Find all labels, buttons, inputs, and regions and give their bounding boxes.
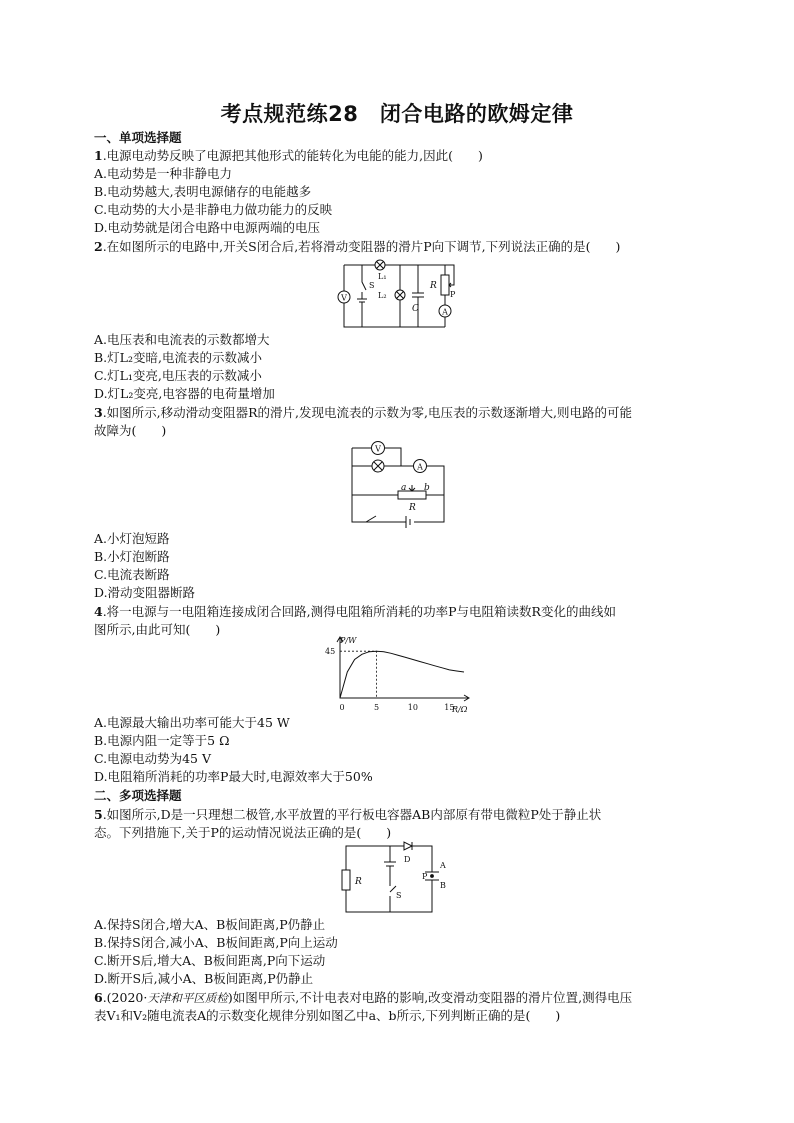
section-single-choice: 一、单项选择题 bbox=[94, 130, 182, 145]
question-4-stem-line1 bbox=[94, 603, 616, 620]
particle-label: P bbox=[422, 872, 428, 881]
q4-option-b: B.电源内阻一定等于5 Ω bbox=[94, 733, 230, 748]
q3-option-c: C.电流表断路 bbox=[94, 567, 170, 582]
q5-option-d: D.断开S后,减小A、B板间距离,P仍静止 bbox=[94, 971, 314, 986]
diode-icon bbox=[404, 842, 412, 850]
circuit-wire bbox=[344, 265, 445, 327]
question-text: .(2020· bbox=[102, 990, 148, 1005]
battery-switch-branch bbox=[384, 846, 396, 912]
question-3-stem-line2: 故障为( ) bbox=[94, 423, 167, 438]
question-5-stem-line1 bbox=[94, 806, 601, 823]
page-title: 考点规范练28 闭合电路的欧姆定律 bbox=[220, 102, 574, 126]
resistor-icon bbox=[342, 870, 350, 890]
charged-particle-icon bbox=[431, 875, 434, 878]
question-4-stem-line2: 图所示,由此可知( ) bbox=[94, 622, 221, 637]
power-curve bbox=[340, 651, 464, 698]
q5-option-c: C.断开S后,增大A、B板间距离,P向下运动 bbox=[94, 953, 326, 968]
x-tick-0: 0 bbox=[339, 703, 345, 712]
q2-option-a: A.电压表和电流表的示数都增大 bbox=[94, 332, 270, 347]
lamp-l1-label: L₁ bbox=[378, 272, 387, 281]
plate-b-label: B bbox=[440, 881, 446, 890]
question-number: 3 bbox=[94, 405, 103, 420]
x-axis-label: R/Ω bbox=[452, 705, 468, 714]
slider-label: P bbox=[450, 290, 456, 299]
rheostat-label: R bbox=[430, 281, 437, 291]
x-tick-5: 5 bbox=[373, 703, 380, 712]
question-source: 天津和平区质检 bbox=[147, 991, 228, 1005]
q4-option-a: A.电源最大输出功率可能大于45 W bbox=[94, 715, 290, 730]
q5-option-b: B.保持S闭合,减小A、B板间距离,P向上运动 bbox=[94, 935, 338, 950]
question-6-stem-line1 bbox=[94, 989, 632, 1007]
question-number: 1 bbox=[94, 148, 103, 163]
question-text: )如图甲所示,不计电表对电路的影响,改变滑动变阻器的滑片位置,测得电压 bbox=[227, 990, 633, 1005]
max-power-guide-line bbox=[340, 651, 377, 698]
switch-icon bbox=[366, 516, 376, 522]
rheostat-icon bbox=[441, 275, 449, 295]
voltmeter-label: V bbox=[341, 293, 347, 303]
q1-option-c: C.电动势的大小是非静电力做功能力的反映 bbox=[94, 202, 333, 217]
x-tick-10: 10 bbox=[407, 703, 418, 712]
switch-label: S bbox=[369, 281, 375, 290]
switch-label: S bbox=[396, 891, 402, 900]
plate-a-label: A bbox=[440, 861, 446, 870]
q2-option-c: C.灯L₁变亮,电压表的示数减小 bbox=[94, 368, 262, 383]
diode-label: D bbox=[404, 855, 411, 864]
voltmeter-label: V bbox=[375, 444, 381, 454]
q1-option-b: B.电动势越大,表明电源储存的电能越多 bbox=[94, 184, 312, 199]
rheostat-label: R bbox=[409, 503, 416, 513]
section-multiple-choice: 二、多项选择题 bbox=[94, 788, 182, 803]
question-text: .在如图所示的电路中,开关S闭合后,若将滑动变阻器的滑片P向下调节,下列说法正确的是( ) bbox=[102, 239, 621, 254]
lamp-l2-label: L₂ bbox=[378, 291, 387, 300]
q4-power-resistance-chart bbox=[318, 634, 478, 716]
q3-option-d: D.滑动变阻器断路 bbox=[94, 585, 196, 600]
question-text: .如图所示,移动滑动变阻器R的滑片,发现电流表的示数为零,电压表的示数逐渐增大,则电路的可能 bbox=[102, 405, 632, 420]
q4-option-c: C.电源电动势为45 V bbox=[94, 751, 211, 766]
switch-battery-branch bbox=[357, 265, 367, 327]
question-number: 5 bbox=[94, 807, 103, 822]
question-2-stem bbox=[94, 238, 620, 255]
q2-circuit-diagram bbox=[330, 255, 470, 333]
q1-option-a: A.电动势是一种非静电力 bbox=[94, 166, 233, 181]
question-text: .电源电动势反映了电源把其他形式的能转化为电能的能力,因此( ) bbox=[102, 148, 483, 163]
battery-icon bbox=[406, 516, 410, 528]
question-text: .如图所示,D是一只理想二极管,水平放置的平行板电容器AB内部原有带电微粒P处于静止状 bbox=[102, 807, 602, 822]
q3-option-a: A.小灯泡短路 bbox=[94, 531, 170, 546]
q5-option-a: A.保持S闭合,增大A、B板间距离,P仍静止 bbox=[94, 917, 326, 932]
rheostat-end-a-label: a bbox=[401, 483, 407, 493]
chart-axes bbox=[337, 637, 469, 701]
rheostat-end-b-label: b bbox=[424, 483, 430, 493]
question-number: 2 bbox=[94, 239, 103, 254]
capacitor-icon bbox=[412, 265, 424, 327]
question-6-stem-line2: 表V₁和V₂随电流表A的示数变化规律分别如图乙中a、b所示,下列判断正确的是( ) bbox=[94, 1008, 561, 1023]
q2-option-b: B.灯L₂变暗,电流表的示数减小 bbox=[94, 350, 262, 365]
q5-circuit-diagram bbox=[336, 840, 456, 918]
q2-option-d: D.灯L₂变亮,电容器的电荷量增加 bbox=[94, 386, 275, 401]
q3-circuit-diagram bbox=[346, 438, 446, 528]
chart-axis-lines bbox=[340, 638, 468, 698]
question-3-stem-line1 bbox=[94, 404, 632, 421]
question-number: 4 bbox=[94, 604, 103, 619]
x-tick-15: 15 bbox=[444, 703, 455, 712]
question-1-stem bbox=[94, 147, 483, 164]
capacitor-label: C bbox=[412, 304, 419, 314]
y-tick-45: 45 bbox=[325, 647, 336, 657]
question-number: 6 bbox=[94, 990, 103, 1005]
q1-option-d: D.电动势就是闭合电路中电源两端的电压 bbox=[94, 220, 321, 235]
resistor-label: R bbox=[355, 877, 362, 887]
q4-option-d: D.电阻箱所消耗的功率P最大时,电源效率大于50% bbox=[94, 769, 373, 784]
q3-option-b: B.小灯泡断路 bbox=[94, 549, 170, 564]
y-axis-label: P/W bbox=[340, 636, 357, 645]
ammeter-label: A bbox=[417, 462, 423, 472]
question-5-stem-line2: 态。下列措施下,关于P的运动情况说法正确的是( ) bbox=[94, 825, 392, 840]
ammeter-label: A bbox=[442, 307, 448, 317]
question-text: .将一电源与一电阻箱连接成闭合回路,测得电阻箱所消耗的功率P与电阻箱读数R变化的曲线如 bbox=[102, 604, 616, 619]
